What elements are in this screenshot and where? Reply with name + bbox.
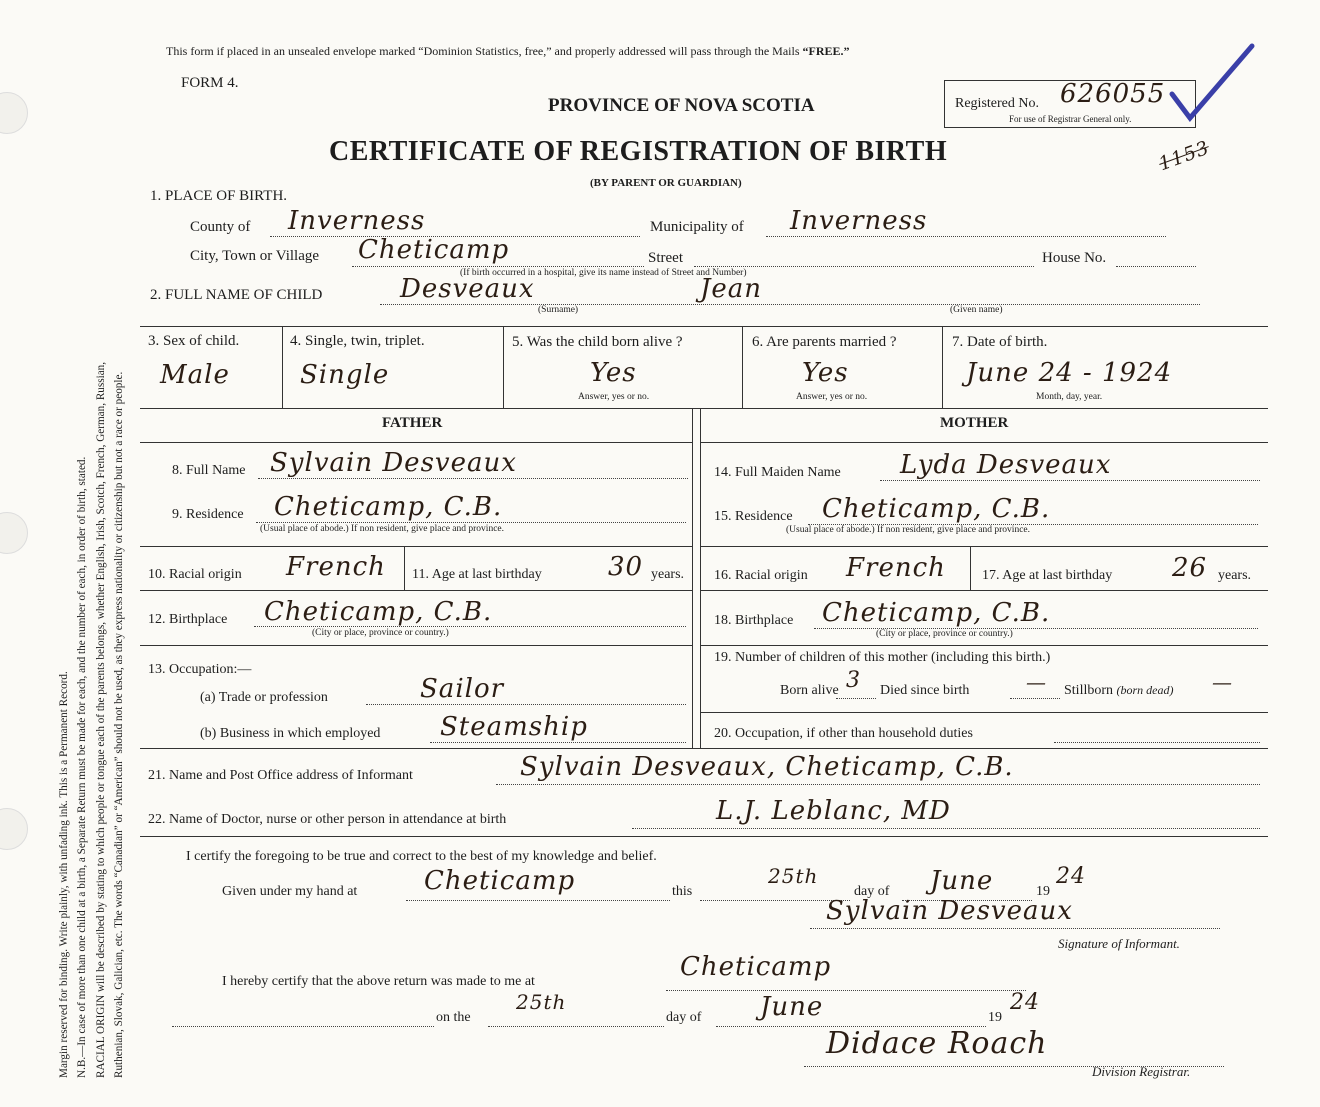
- doctor-label: 22. Name of Doctor, nurse or other person in attendance at birth: [148, 812, 507, 827]
- father-name-label: 8. Full Name: [172, 463, 246, 478]
- dob-value: June 24 - 1924: [966, 358, 1173, 388]
- mother-occupation-label: 20. Occupation, if other than household duties: [714, 726, 973, 741]
- father-origin-label: 10. Racial origin: [148, 567, 242, 582]
- father-birthplace-label: 12. Birthplace: [148, 612, 228, 627]
- child-given-name: Jean: [700, 274, 763, 304]
- born-alive-count-value: 3: [846, 668, 861, 693]
- hospital-note: (If birth occurred in a hospital, give its name instead of Street and Number): [460, 268, 747, 278]
- given-under-label: Given under my hand at: [222, 884, 358, 899]
- mother-origin-value: French: [846, 553, 946, 583]
- certificate-subtitle: (BY PARENT OR GUARDIAN): [590, 177, 742, 189]
- dob-note: Month, day, year.: [1036, 392, 1103, 402]
- father-heading: FATHER: [382, 415, 443, 431]
- father-birthplace-note: (City or place, province or country.): [312, 628, 449, 638]
- informant-signature-label: Signature of Informant.: [1058, 936, 1180, 951]
- certificate-title: CERTIFICATE OF REGISTRATION OF BIRTH: [329, 136, 948, 167]
- registrar-on-label: on the: [436, 1010, 471, 1025]
- city-label: City, Town or Village: [190, 248, 320, 264]
- registrar-day-of-label: day of: [666, 1010, 702, 1025]
- father-birthplace-value: Cheticamp, C.B.: [264, 597, 493, 627]
- mother-birthplace-value: Cheticamp, C.B.: [822, 598, 1051, 628]
- check-mark-icon: [1168, 40, 1258, 125]
- born-alive-label: 5. Was the child born alive ?: [512, 334, 683, 350]
- mail-notice-text: This form if placed in an unsealed envelope marked “Dominion Statistics, free,” and properly addressed will pass through the Mails: [166, 44, 800, 58]
- informant-value: Sylvain Desveaux, Cheticamp, C.B.: [520, 752, 1014, 782]
- plurality-label: 4. Single, twin, triplet.: [290, 333, 425, 349]
- corner-mark: 1153: [1155, 136, 1213, 176]
- margin-note-1: Margin reserved for binding. Write plainly, with unfading ink. This is a Permanent Record.: [58, 671, 70, 1078]
- division-registrar-label: Division Registrar.: [1092, 1064, 1191, 1079]
- father-name-value: Sylvain Desveaux: [270, 448, 517, 478]
- father-business-value: Steamship: [440, 712, 588, 742]
- given-year-prefix: 19: [1036, 884, 1050, 899]
- given-day-of-label: day of: [854, 884, 890, 899]
- form-number: FORM 4.: [181, 75, 239, 91]
- registered-box: [944, 80, 1196, 128]
- born-alive-value: Yes: [590, 358, 637, 388]
- sex-value: Male: [160, 360, 230, 390]
- registrar-day-value: 25th: [516, 990, 567, 1014]
- mother-origin-label: 16. Racial origin: [714, 568, 808, 583]
- stillborn-note: (born dead): [1116, 683, 1174, 697]
- informant-signature: Sylvain Desveaux: [826, 896, 1073, 926]
- mother-abode-note: (Usual place of abode.) If non resident, give place and province.: [786, 525, 1030, 535]
- father-business-label: (b) Business in which employed: [200, 726, 381, 741]
- married-label: 6. Are parents married ?: [752, 334, 897, 350]
- mother-age-value: 26: [1172, 553, 1208, 583]
- mother-birthplace-label: 18. Birthplace: [714, 613, 794, 628]
- given-year-value: 24: [1056, 864, 1086, 889]
- street-label: Street: [648, 250, 683, 266]
- municipality-label: Municipality of: [650, 219, 744, 235]
- died-since-birth-label: Died since birth: [880, 683, 970, 698]
- child-name-label: 2. FULL NAME OF CHILD: [150, 287, 323, 303]
- child-surname: Desveaux: [400, 274, 535, 304]
- dob-label: 7. Date of birth.: [952, 334, 1048, 350]
- father-age-years: years.: [651, 567, 685, 582]
- stillborn-label: [1064, 683, 1174, 699]
- stillborn-label-text: Stillborn: [1064, 683, 1114, 698]
- mail-notice-free: “FREE.”: [802, 44, 850, 58]
- mother-heading: MOTHER: [940, 415, 1009, 431]
- margin-note-4: Ruthenian, Slovak, Galician, etc. The words “Canadian” or “American” should not be used, as they express nationality or citizenship but not a race or people.: [113, 371, 125, 1078]
- registrar-place-value: Cheticamp: [680, 952, 832, 982]
- given-name-note: (Given name): [950, 305, 1003, 315]
- mother-name-value: Lyda Desveaux: [900, 450, 1112, 480]
- house-number-label: House No.: [1042, 250, 1107, 266]
- mother-age-years: years.: [1218, 568, 1252, 583]
- registrar-signature: Didace Roach: [826, 1026, 1048, 1061]
- surname-note: (Surname): [538, 305, 579, 315]
- city-value: Cheticamp: [358, 235, 510, 265]
- father-residence-label: 9. Residence: [172, 507, 244, 522]
- plurality-value: Single: [300, 360, 390, 390]
- given-month-value: June: [930, 866, 994, 896]
- mail-notice: [166, 44, 850, 59]
- married-note: Answer, yes or no.: [796, 392, 868, 402]
- mother-birthplace-note: (City or place, province or country.): [876, 629, 1013, 639]
- father-age-label: 11. Age at last birthday: [412, 567, 542, 582]
- county-label: County of: [190, 219, 251, 235]
- father-residence-value: Cheticamp, C.B.: [274, 492, 503, 522]
- registrar-year-prefix: 19: [988, 1010, 1002, 1025]
- certify-statement: I certify the foregoing to be true and correct to the best of my knowledge and belief.: [186, 849, 657, 864]
- sex-label: 3. Sex of child.: [148, 333, 240, 349]
- died-since-birth-value: —: [1026, 670, 1047, 694]
- born-alive-count-label: Born alive: [780, 683, 839, 698]
- father-origin-value: French: [286, 552, 386, 582]
- municipality-value: Inverness: [790, 206, 928, 236]
- registered-number: 626055: [1060, 79, 1166, 109]
- mother-residence-value: Cheticamp, C.B.: [822, 494, 1051, 524]
- margin-note-2: N.B.—In case of more than one child at a birth, a Separate Return must be made for each, and the number of each, in order of birth, stated.: [76, 456, 88, 1078]
- children-count-label: 19. Number of children of this mother (including this birth.): [714, 650, 1051, 665]
- place-heading: 1. PLACE OF BIRTH.: [150, 188, 288, 204]
- registrar-month-value: June: [760, 992, 824, 1022]
- father-trade-value: Sailor: [420, 674, 505, 704]
- binding-hole-middle: [0, 512, 28, 554]
- father-abode-note: (Usual place of abode.) If non resident, give place and province.: [260, 524, 504, 534]
- province-heading: PROVINCE OF NOVA SCOTIA: [548, 95, 815, 116]
- binding-hole-bottom: [0, 808, 28, 850]
- registrar-use-note: For use of Registrar General only.: [1009, 114, 1132, 124]
- given-day-value: 25th: [768, 864, 819, 888]
- informant-label: 21. Name and Post Office address of Informant: [148, 768, 413, 783]
- registrar-year-value: 24: [1010, 990, 1040, 1015]
- given-place-value: Cheticamp: [424, 866, 576, 896]
- married-value: Yes: [802, 358, 849, 388]
- mother-age-label: 17. Age at last birthday: [982, 568, 1113, 583]
- registered-label: Registered No.: [955, 96, 1039, 111]
- father-trade-label: (a) Trade or profession: [200, 690, 328, 705]
- mother-residence-label: 15. Residence: [714, 509, 793, 524]
- father-occupation-label: 13. Occupation:—: [148, 662, 252, 677]
- mother-name-label: 14. Full Maiden Name: [714, 465, 841, 480]
- doctor-value: L.J. Leblanc, MD: [716, 796, 951, 826]
- margin-note-3: RACIAL ORIGIN will be described by stating to which people or tongue each of the parents belongs, whether English, Irish, Scotch, French, German, Russian,: [95, 361, 107, 1078]
- born-alive-note: Answer, yes or no.: [578, 392, 650, 402]
- binding-hole-top: [0, 92, 28, 134]
- given-this-label: this: [672, 884, 693, 899]
- registrar-statement: I hereby certify that the above return was made to me at: [222, 974, 535, 989]
- stillborn-value: —: [1212, 670, 1233, 694]
- county-value: Inverness: [288, 206, 426, 236]
- father-age-value: 30: [608, 552, 644, 582]
